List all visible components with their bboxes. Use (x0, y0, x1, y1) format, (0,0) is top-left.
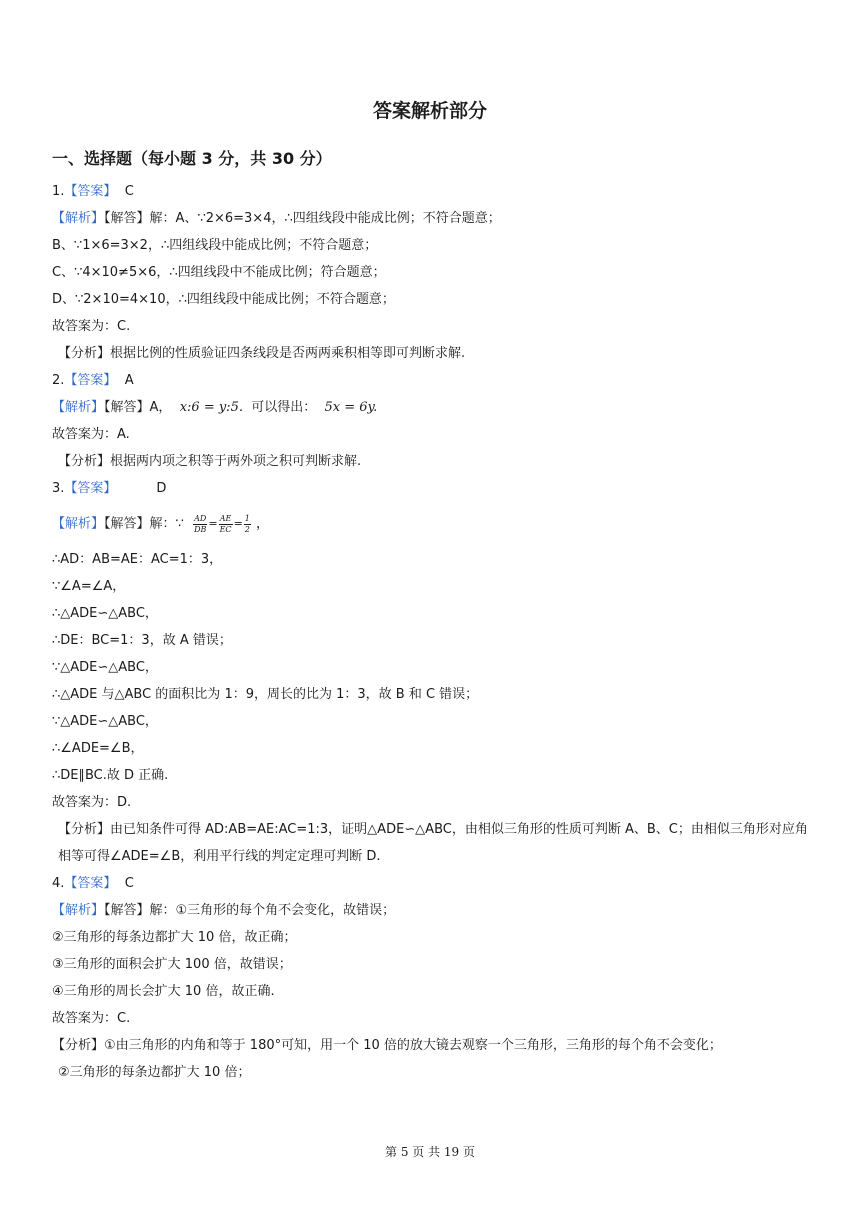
q2-final-answer: 故答案为：A. (52, 427, 130, 442)
analysis-tag: 【解析】 (52, 516, 105, 532)
q1-step: D、∵2×10=4×10，∴四组线段中能成比例；不符合题意； (52, 292, 395, 307)
q4-solution-line (52, 897, 812, 924)
q2-answer: A (124, 373, 134, 388)
q4-step: ③三角形的面积会扩大 100 倍，故错误； (52, 957, 292, 972)
analysis-tag: 【解析】 (52, 903, 105, 918)
analysis-label: 【分析】 (58, 346, 111, 361)
q3-step: ∴∠ADE=∠B， (52, 741, 144, 756)
q2-equation-1: x:6 = y:5. (179, 400, 243, 415)
q2-intro: A， (149, 400, 172, 415)
analysis-label: 【分析】 (58, 454, 111, 469)
section-heading: 一、选择题（每小题 3 分，共 30 分） (52, 149, 332, 168)
q3-step: ∵∠A=∠A， (52, 579, 126, 594)
q3-final-answer: 故答案为：D. (52, 795, 132, 810)
q3-step: ∴DE∥BC.故 D 正确. (52, 768, 169, 783)
q4-analysis-continued: ②三角形的每条边都扩大 10 倍； (58, 1065, 251, 1080)
q4-number: 4. (52, 876, 65, 891)
q3-step: ∴AD：AB=AE：AC=1：3， (52, 552, 223, 567)
answer-tag: 【答案】 (64, 876, 117, 891)
solution-tag: 【解答】 (104, 211, 150, 226)
q1-answer: C (124, 184, 134, 199)
answer-tag: 【答案】 (64, 184, 117, 199)
q1-step: B、∵1×6=3×2，∴四组线段中能成比例；不符合题意； (52, 238, 378, 253)
fraction-one-half: $\frac{1}{2}$ (244, 513, 250, 534)
fraction-ad-db: $\frac{AD}{DB}$ (194, 513, 207, 534)
analysis-tag: 【解析】 (52, 400, 105, 415)
q3-number: 3. (52, 481, 65, 496)
q3-answer-line (52, 475, 812, 502)
q2-answer-line (52, 367, 812, 394)
q4-answer-line (52, 870, 812, 897)
q2-equation-2: 5x = 6y. (324, 400, 378, 415)
q4-answer: C (124, 876, 134, 891)
q4-step: ④三角形的周长会扩大 10 倍，故正确. (52, 984, 275, 999)
solution-tag: 【解答】 (104, 516, 150, 532)
q1-answer-line (52, 178, 812, 205)
analysis-label: 【分析】 (58, 822, 111, 837)
q1-intro: 解： (149, 211, 176, 226)
q3-intro: 解：∵ (149, 516, 184, 532)
q3-step: ∴△ADE∽△ABC， (52, 606, 158, 621)
q1-final-answer: 故答案为：C. (52, 319, 131, 334)
analysis-tag: 【解析】 (52, 211, 105, 226)
q3-analysis (52, 816, 812, 870)
q2-middle-text: 可以得出： (251, 400, 317, 415)
solution-tag: 【解答】 (104, 903, 150, 918)
q3-solution-line: 【解析】【解答】解：∵ $\frac{AD}{DB}$ = $\frac{AE}{EC}$ = $\frac{1}{2}$ ， (52, 513, 270, 534)
q2-solution-line (52, 394, 812, 421)
q3-tail: ， (256, 516, 270, 532)
answer-tag: 【答案】 (64, 481, 117, 496)
q2-analysis (52, 448, 812, 475)
q4-analysis (52, 1032, 812, 1059)
q3-analysis-text: 由已知条件可得 AD:AB=AE:AC=1:3，证明△ADE∽△ABC，由相似三角形的性质可判断 A、B、C；由相似三角形对应角相等可得∠ADE=∠B，利用平行线的判定定理可判断 D. (58, 822, 808, 864)
q3-step: ∵△ADE∽△ABC， (52, 714, 158, 729)
analysis-label: 【分析】 (52, 1038, 105, 1053)
q1-step: C、∵4×10≠5×6，∴四组线段中不能成比例；符合题意； (52, 265, 386, 280)
q1-solution-line (52, 205, 812, 232)
solution-tag: 【解答】 (104, 400, 150, 415)
fraction-ae-ec: $\frac{AE}{EC}$ (219, 513, 232, 534)
page-title: 答案解析部分 (372, 100, 487, 122)
q1-number: 1. (52, 184, 65, 199)
q4-analysis-text: ①由三角形的内角和等于 180°可知，用一个 10 倍的放大镜去观察一个三角形，三角形的每个角不会变化； (104, 1038, 722, 1053)
q1-analysis-text: 根据比例的性质验证四条线段是否两两乘积相等即可判断求解. (110, 346, 466, 361)
q3-step: ∴DE：BC=1：3，故 A 错误； (52, 633, 232, 648)
q3-step: ∵△ADE∽△ABC， (52, 660, 158, 675)
q3-answer: D (156, 481, 167, 496)
answer-content (52, 178, 812, 1086)
q1-step: A、∵2×6=3×4，∴四组线段中能成比例；不符合题意； (175, 211, 501, 226)
q1-analysis (52, 340, 812, 367)
page-footer: 第 5 页 共 19 页 (385, 1145, 475, 1159)
q2-analysis-text: 根据两内项之积等于两外项之积可判断求解. (110, 454, 362, 469)
q4-final-answer: 故答案为：C. (52, 1011, 131, 1026)
q2-number: 2. (52, 373, 65, 388)
q4-intro: 解：①三角形的每个角不会变化，故错误； (149, 903, 396, 918)
q4-step: ②三角形的每条边都扩大 10 倍，故正确； (52, 930, 297, 945)
q3-step: ∴△ADE 与△ABC 的面积比为 1：9，周长的比为 1：3，故 B 和 C 错误； (52, 687, 479, 702)
answer-tag: 【答案】 (64, 373, 117, 388)
